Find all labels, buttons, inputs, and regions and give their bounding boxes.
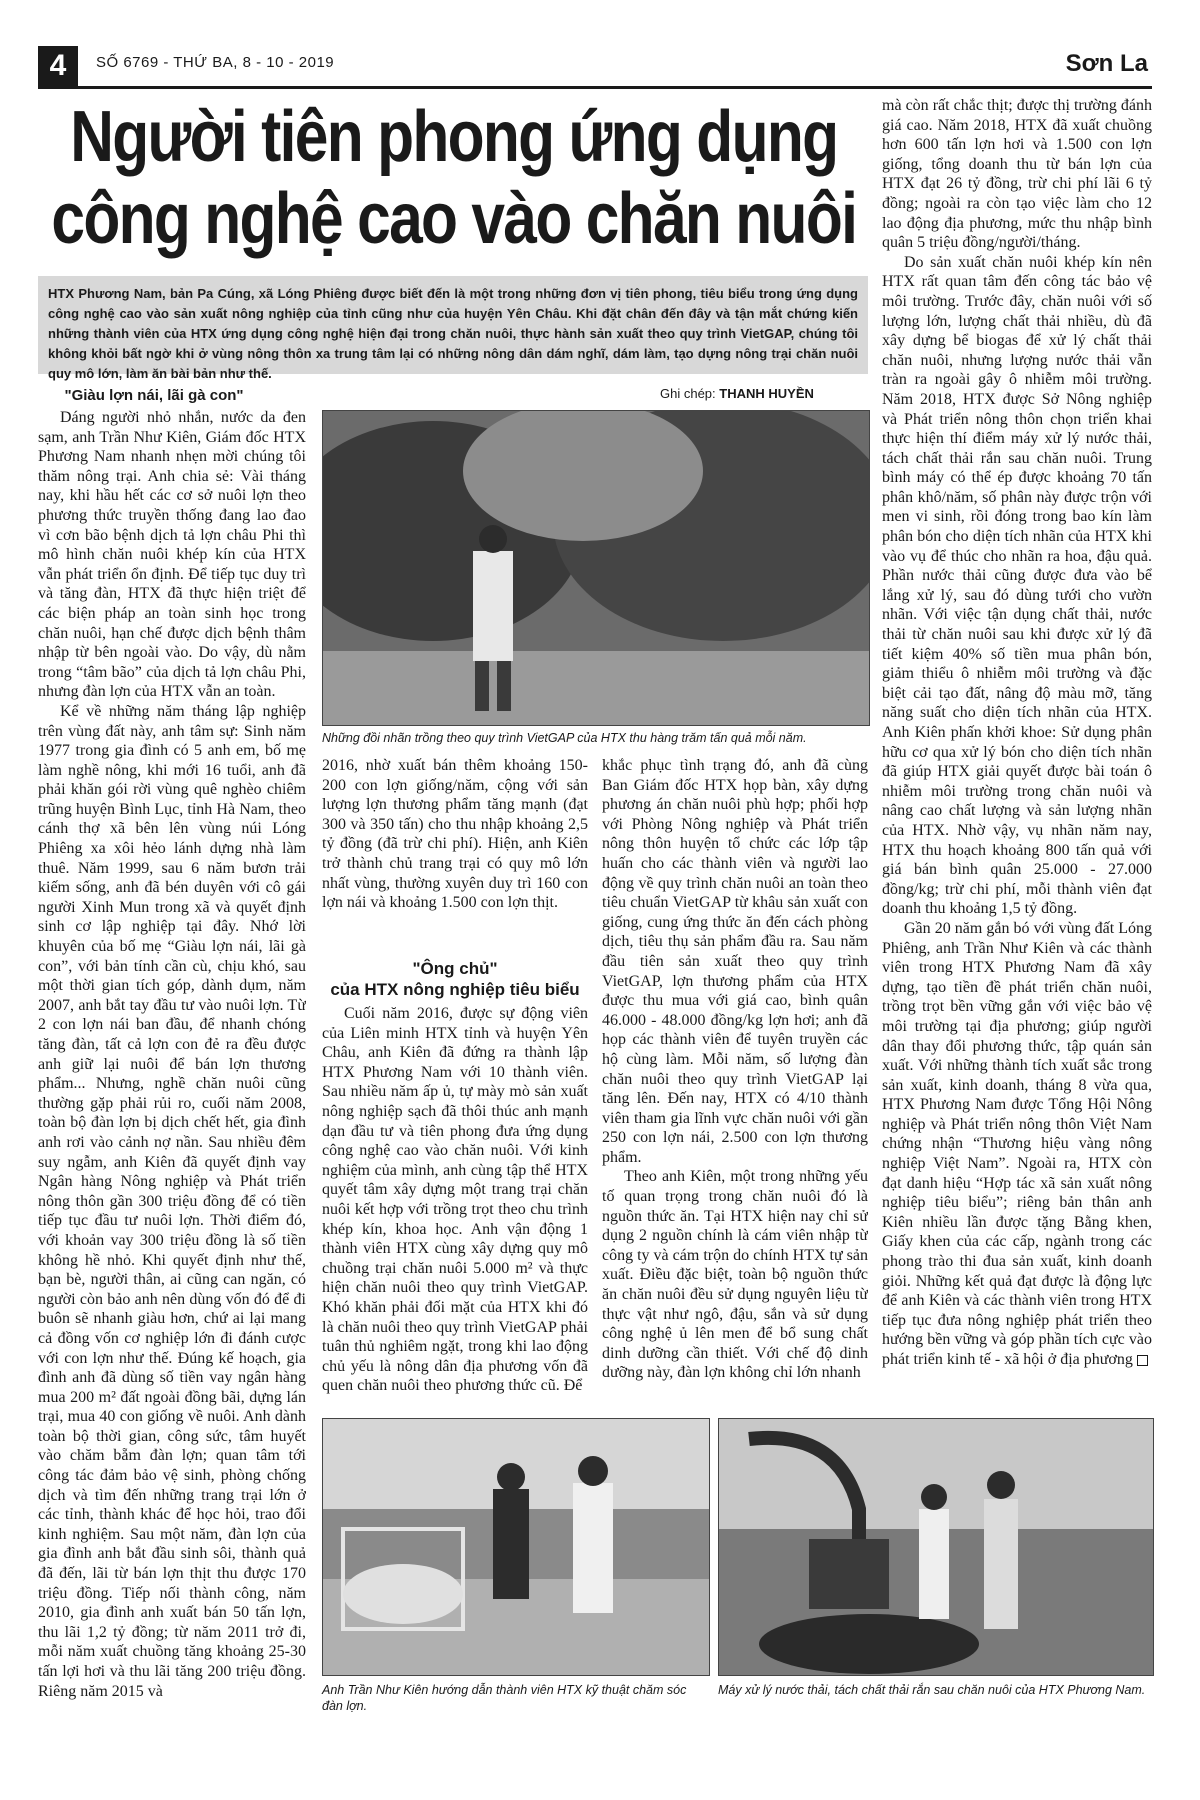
byline	[660, 386, 814, 401]
col4-paragraph: mà còn rất chắc thịt; được thị trường đánh giá cao. Năm 2018, HTX đã xuất chuồng hơn 600 tấn lợn hơi và 1.500 con lợn giống, tổng doanh thu từ bán lợn của HTX đạt 26 tỷ đồng, trừ chi phí lãi 6 tỷ đồng; ngoài ra còn tạo việc làm cho 12 lao động địa phương, mức thu nhập bình quân 5 triệu đồng/người/tháng.	[882, 97, 1152, 252]
lede-box: HTX Phương Nam, bản Pa Cúng, xã Lóng Phiêng được biết đến là một trong những đơn vị tiên phong, tiêu biểu trong ứng dụng công nghệ cao vào sản xuất nông nghiệp của tỉnh cũng như của huyện Yên Châu. Khi đặt chân đến đây và tận mắt chứng kiến những thành viên của HTX ứng dụng công nghệ hiện đại trong chăn nuôi, thực hành sản xuất theo quy trình VietGAP, chúng tôi không khỏi bất ngờ khi ở vùng nông thôn xa trung tâm lại có những nông dân dám nghĩ, dám làm, tạo dựng nông trại chăn nuôi quy mô lớn, làm ăn bài bản như thế.	[38, 276, 868, 374]
headline	[38, 96, 857, 260]
photo-pig-farm	[322, 1418, 710, 1676]
subhead-1: "Giàu lợn nái, lãi gà con"	[64, 387, 244, 404]
col4-last-text: Gần 20 năm gắn bó với vùng đất Lóng Phiêng, anh Trần Như Kiên và các thành viên trong HTX Phương Nam đã xây dựng, tạo tiền đề phát triển chăn nuôi, trồng trọt bền vững gắn với việc bảo vệ môi trường tại địa phương; giúp người dân thay đổi phương thức, tập quán sản xuất. Với những thành tích xuất sắc trong sản xuất, kinh doanh, tháng 8 vừa qua, HTX Phương Nam được Tổng Hội Nông nghiệp và Phát triển nông thôn Việt Nam chứng nhận “Thương hiệu vàng nông nghiệp Việt Nam”. Ngoài ra, HTX còn đạt danh hiệu “Hợp tác xã sản xuất nông nghiệp tiêu biểu”; riêng bản thân anh Kiên nhiều lần được tặng Bằng khen, Giấy khen của các cấp, ngành trong các phong trào thi đua sản xuất, kinh doanh giỏi. Những kết quả đạt được là động lực để anh Kiên và các thành viên trong HTX tiếp tục đưa nông nghiệp phát triển theo hướng bền vững và góp phần tích cực vào phát triển kinh tế - xã hội ở địa phương	[882, 919, 1152, 1368]
column-3	[602, 756, 868, 1410]
byline-label: Ghi chép:	[660, 386, 716, 401]
col2-paragraph: Cuối năm 2016, được sự động viên của Liên minh HTX tỉnh và huyện Yên Châu, anh Kiên đã đứng ra thành lập HTX Phương Nam với 10 thành viên. Sau nhiều năm ấp ủ, tự mày mò sản xuất nông nghiệp sạch đã thôi thúc anh mạnh dạn đầu tư và tiên phong đưa ứng dụng công nghệ cao vào chăn nuôi. Với kinh nghiệm của mình, anh cùng tập thể HTX quyết tâm xây dựng một trang trại chăn nuôi kết hợp với trồng trọt theo chu trình khép kín, khoa học. Anh vận động 1 thành viên HTX cùng xây dựng quy mô chuồng trại chăn nuôi 5.000 m² và thực hiện chăn nuôi theo quy trình VietGAP. Khó khăn phải đối mặt của HTX khi đó là chăn nuôi theo quy trình VietGAP phải tuân thủ nghiêm ngặt, trong khi lao động chủ yếu là nông dân địa phương vốn đã quen chăn nuôi theo phương thức cũ. Để	[322, 1005, 588, 1395]
col1-paragraph: Kể về những năm tháng lập nghiệp trên vùng đất này, anh tâm sự: Sinh năm 1977 trong gia đình có 5 anh em, bố mẹ làm nghề nông, khi mới 16 tuổi, anh đã phải khăn gói rời vùng quê nghèo chiêm trũng huyện Bình Lục, tỉnh Hà Nam, theo cánh thợ xã bên lên vùng núi Lóng Phiêng xa xôi hẻo lánh dựng nhà làm thuê. Năm 1999, sau 6 năm bươn trải kiếm sống, anh đã bén duyên với cô gái người Xinh Mun trong xã và quyết định sinh cơ lập nghiệp tại đây. Nhớ lời khuyên của bố mẹ “Giàu lợn nái, lãi gà con”, với bản tính cần cù, chịu khó, sau một thời gian tích góp, dành dụm, năm 2007, anh bắt tay đầu tư vào nuôi lợn. Từ 2 con lợn nái ban đầu, để nhanh chóng tăng đàn, tất cả lợn con đẻ ra đều được anh giữ lại nuôi để bán lợn thương phẩm... Nhưng, nghề chăn nuôi cũng thường gặp phải rủi ro, cuối năm 2008, toàn bộ đàn lợn bị dịch chết hết, gia đình anh rơi vào cảnh nợ nần. Sau nhiều đêm suy ngẫm, anh Kiên đã quyết định vay Ngân hàng Nông nghiệp và Phát triển nông thôn gần 300 triệu đồng để có tiền tiếp tục đầu tư nuôi lợn. Thời điểm đó, với khoản vay 300 triệu đồng là số tiền không hề nhỏ. Khi quyết định như thế, bạn bè, người thân, ai cũng can ngăn, có người còn bảo anh nên dùng vốn đó để đi buôn sẽ nhanh giàu hơn, chứ ai lại mang cả đồng vốn cơ nghiệp lớn đi đánh cược với con lợn như thế. Đúng kế hoạch, gia đình anh đã dùng số tiền vay ngân hàng mua 200 m² đất ngoài đồng bãi, dựng lán trại, mua 40 con giống về nuôi. Anh dành toàn bộ thời gian, công sức, tâm huyết vào chăm bẵm đàn lợn; quan tâm tới công tác đảm bảo vệ sinh, phòng chống dịch và tìm đến những trang trại lớn ở các tỉnh, thành khác để học hỏi, trao đổi kinh nghiệm. Sau một năm, đàn lợn của gia đình anh bắt đầu sinh sôi, thành quả đã đến, lãi từ bán lợn thịt thu được 170 triệu đồng. Tiếp nối thành công, năm 2010, gia đình anh xuất bán 50 tấn lợn, thu lãi 1,2 tỷ đồng; từ năm 2011 trở đi, mỗi năm xuất chuồng tăng khoảng 25-30 tấn lợi hơi và thu lãi tăng 200 triệu đồng. Riêng năm 2015 và	[38, 702, 306, 1700]
issue-line: SỐ 6769 - THỨ BA, 8 - 10 - 2019	[96, 54, 335, 71]
machine-illustration	[719, 1419, 1153, 1675]
caption-photo-1: Những đồi nhãn trồng theo quy trình VietGAP của HTX thu hàng trăm tấn quả mỗi năm.	[322, 731, 807, 745]
photo-longan-orchard	[322, 410, 870, 726]
col4-paragraph: Do sản xuất chăn nuôi khép kín nên HTX rất quan tâm đến công tác bảo vệ môi trường. Trước đây, chăn nuôi với số lượng lớn, lượng chất thải nhiều, dù đã xây dựng bể biogas để xử lý chất thải chăn nuôi, nhưng lượng nước thải vẫn tràn ra ngoài gây ô nhiễm môi trường. Năm 2018, HTX được Sở Nông nghiệp và Phát triển nông thôn chọn triển khai thực hiện thí điểm máy xử lý nước thải, tách chất thải rắn sau chăn nuôi. Trung bình máy có thể ép được khoảng 70 tấn phân khô/năm, số phân này được trộn với men vi sinh, rồi đóng trong bao kín làm phân bón cho diện tích nhãn của HTX khi vào vụ để thúc cho nhãn ra hoa, đậu quả. Phần nước thải cũng được đưa vào bể lắng xử lý, sau đó dùng tưới cho vườn nhãn. Với việc tận dụng chất thải, nước thải từ chăn nuôi sau khi được xử lý đã tiết kiệm 40% số tiền mua phân bón, giảm thiểu ô nhiễm môi trường và đặc biệt cải tạo đất, nâng độ màu mỡ, tăng năng suất cho diện tích nhãn của HTX. Anh Kiên phấn khởi khoe: Sử dụng phân hữu cơ qua xử lý bón cho diện tích nhãn đã giúp HTX giải quyết được bài toán ô nhiễm môi trường trong chăn nuôi và nâng cao chất lượng và sản lượng nhãn của HTX. Nhờ vậy, vụ nhãn năm nay, HTX thu hoạch khoảng 800 tấn quả với giá bán bình quân 25.000 - 27.000 đồng/kg; trừ chi phí, mỗi thành viên đạt doanh thu khoảng 1,5 tỷ đồng.	[882, 253, 1152, 918]
column-2-bottom	[322, 1004, 588, 1410]
headline-line-1: Người tiên phong ứng dụng	[70, 97, 838, 177]
col3-paragraph: Theo anh Kiên, một trong những yếu tố quan trọng trong chăn nuôi đó là nguồn thức ăn. Tại HTX hiện nay chỉ sử dụng 2 nguồn chính là cám viên nhập từ công ty và cám trộn do chính HTX tự sản xuất. Điều đặc biệt, toàn bộ nguồn thức ăn chăn nuôi đều sử dụng nguyên liệu từ thực vật như ngô, đậu, sắn và sử dụng công nghệ ủ lên men để bổ sung chất dinh dưỡng cần thiết. Với chế độ dinh dưỡng này, đàn lợn không chỉ lớn nhanh	[602, 1168, 868, 1382]
col3-paragraph: khắc phục tình trạng đó, anh đã cùng Ban Giám đốc HTX họp bàn, xây dựng phương án chăn nuôi phù hợp; phối hợp với Phòng Nông nghiệp và Phát triển nông thôn huyện tổ chức các lớp tập huấn cho các thành viên và người lao động về quy trình chăn nuôi an toàn theo tiêu chuẩn VietGAP từ khâu sản xuất con giống, cung ứng thức ăn đến cách phòng dịch, tiêu thụ sản phẩm đầu ra. Sau năm đầu tiên sản xuất theo quy trình VietGAP, lợn thương phẩm của HTX được thu mua với giá cao, bình quân 46.000 - 48.000 đồng/kg lợn hơi; anh đã họp các thành viên để tuyên truyền các hộ cùng làm. Mỗi năm, số lượng đàn chăn nuôi theo quy trình VietGAP lại tăng lên. Đến nay, HTX có 4/10 thành viên tham gia lĩnh vực chăn nuôi với gần 250 con lợn nái, 2.500 con lợn thương phẩm.	[602, 757, 868, 1166]
subhead-2-line-1: "Ông chủ"	[412, 959, 498, 978]
col1-paragraph: Dáng người nhỏ nhắn, nước da đen sạm, anh Trần Như Kiên, Giám đốc HTX Phương Nam nhanh nhẹn mời chúng tôi thăm nông trại. Anh chia sẻ: Vài tháng nay, khi hầu hết các cơ sở nuôi lợn theo phương thức truyền thống đang lao đao vì cơn bão bệnh dịch tả lợn châu Phi thì mô hình chăn nuôi khép kín của HTX vẫn phát triển ổn định. Để tiếp tục duy trì và tăng đàn, HTX đã thực hiện triệt để các biện pháp an toàn sinh học trong chăn nuôi, hạn chế được dịch bệnh thâm nhập từ bên ngoài vào. Do vậy, dù nằm trong “tâm bão” của dịch tả lợn châu Phi, nhưng đàn lợn của HTX vẫn an toàn.	[38, 409, 306, 701]
headline-line-2: công nghệ cao vào chăn nuôi	[51, 179, 857, 259]
subhead-2-line-2: của HTX nông nghiệp tiêu biểu	[330, 980, 580, 999]
col4-paragraph	[882, 919, 1152, 1370]
column-2-top	[322, 756, 588, 966]
pig-farm-illustration	[323, 1419, 709, 1675]
col2-paragraph: 2016, nhờ xuất bán thêm khoảng 150-200 con lợn giống/năm, cộng với sản lượng lợn thương phẩm tăng mạnh (đạt 300 và 350 tấn) cho thu nhập khoảng 2,5 tỷ đồng (đã trừ chi phí). Hiện, anh Kiên trở thành chủ trang trại có quy mô lớn nhất vùng, thường xuyên duy trì 160 con lợn nái và khoảng 1.500 con lợn thịt.	[322, 757, 588, 912]
byline-author: THANH HUYỀN	[719, 386, 814, 401]
photo-wastewater-machine	[718, 1418, 1154, 1676]
end-mark-icon	[1137, 1355, 1148, 1366]
caption-photo-2: Anh Trần Như Kiên hướng dẫn thành viên HTX kỹ thuật chăm sóc đàn lợn.	[322, 1683, 687, 1713]
column-4	[882, 96, 1152, 1414]
subhead-2	[322, 958, 588, 1000]
header-rule	[38, 86, 1152, 89]
caption-photo-3: Máy xử lý nước thải, tách chất thải rắn sau chăn nuôi của HTX Phương Nam.	[718, 1683, 1146, 1697]
section-name: Sơn La	[1065, 50, 1148, 77]
column-1	[38, 408, 306, 1760]
orchard-illustration	[323, 411, 869, 725]
page-number: 4	[38, 46, 78, 86]
